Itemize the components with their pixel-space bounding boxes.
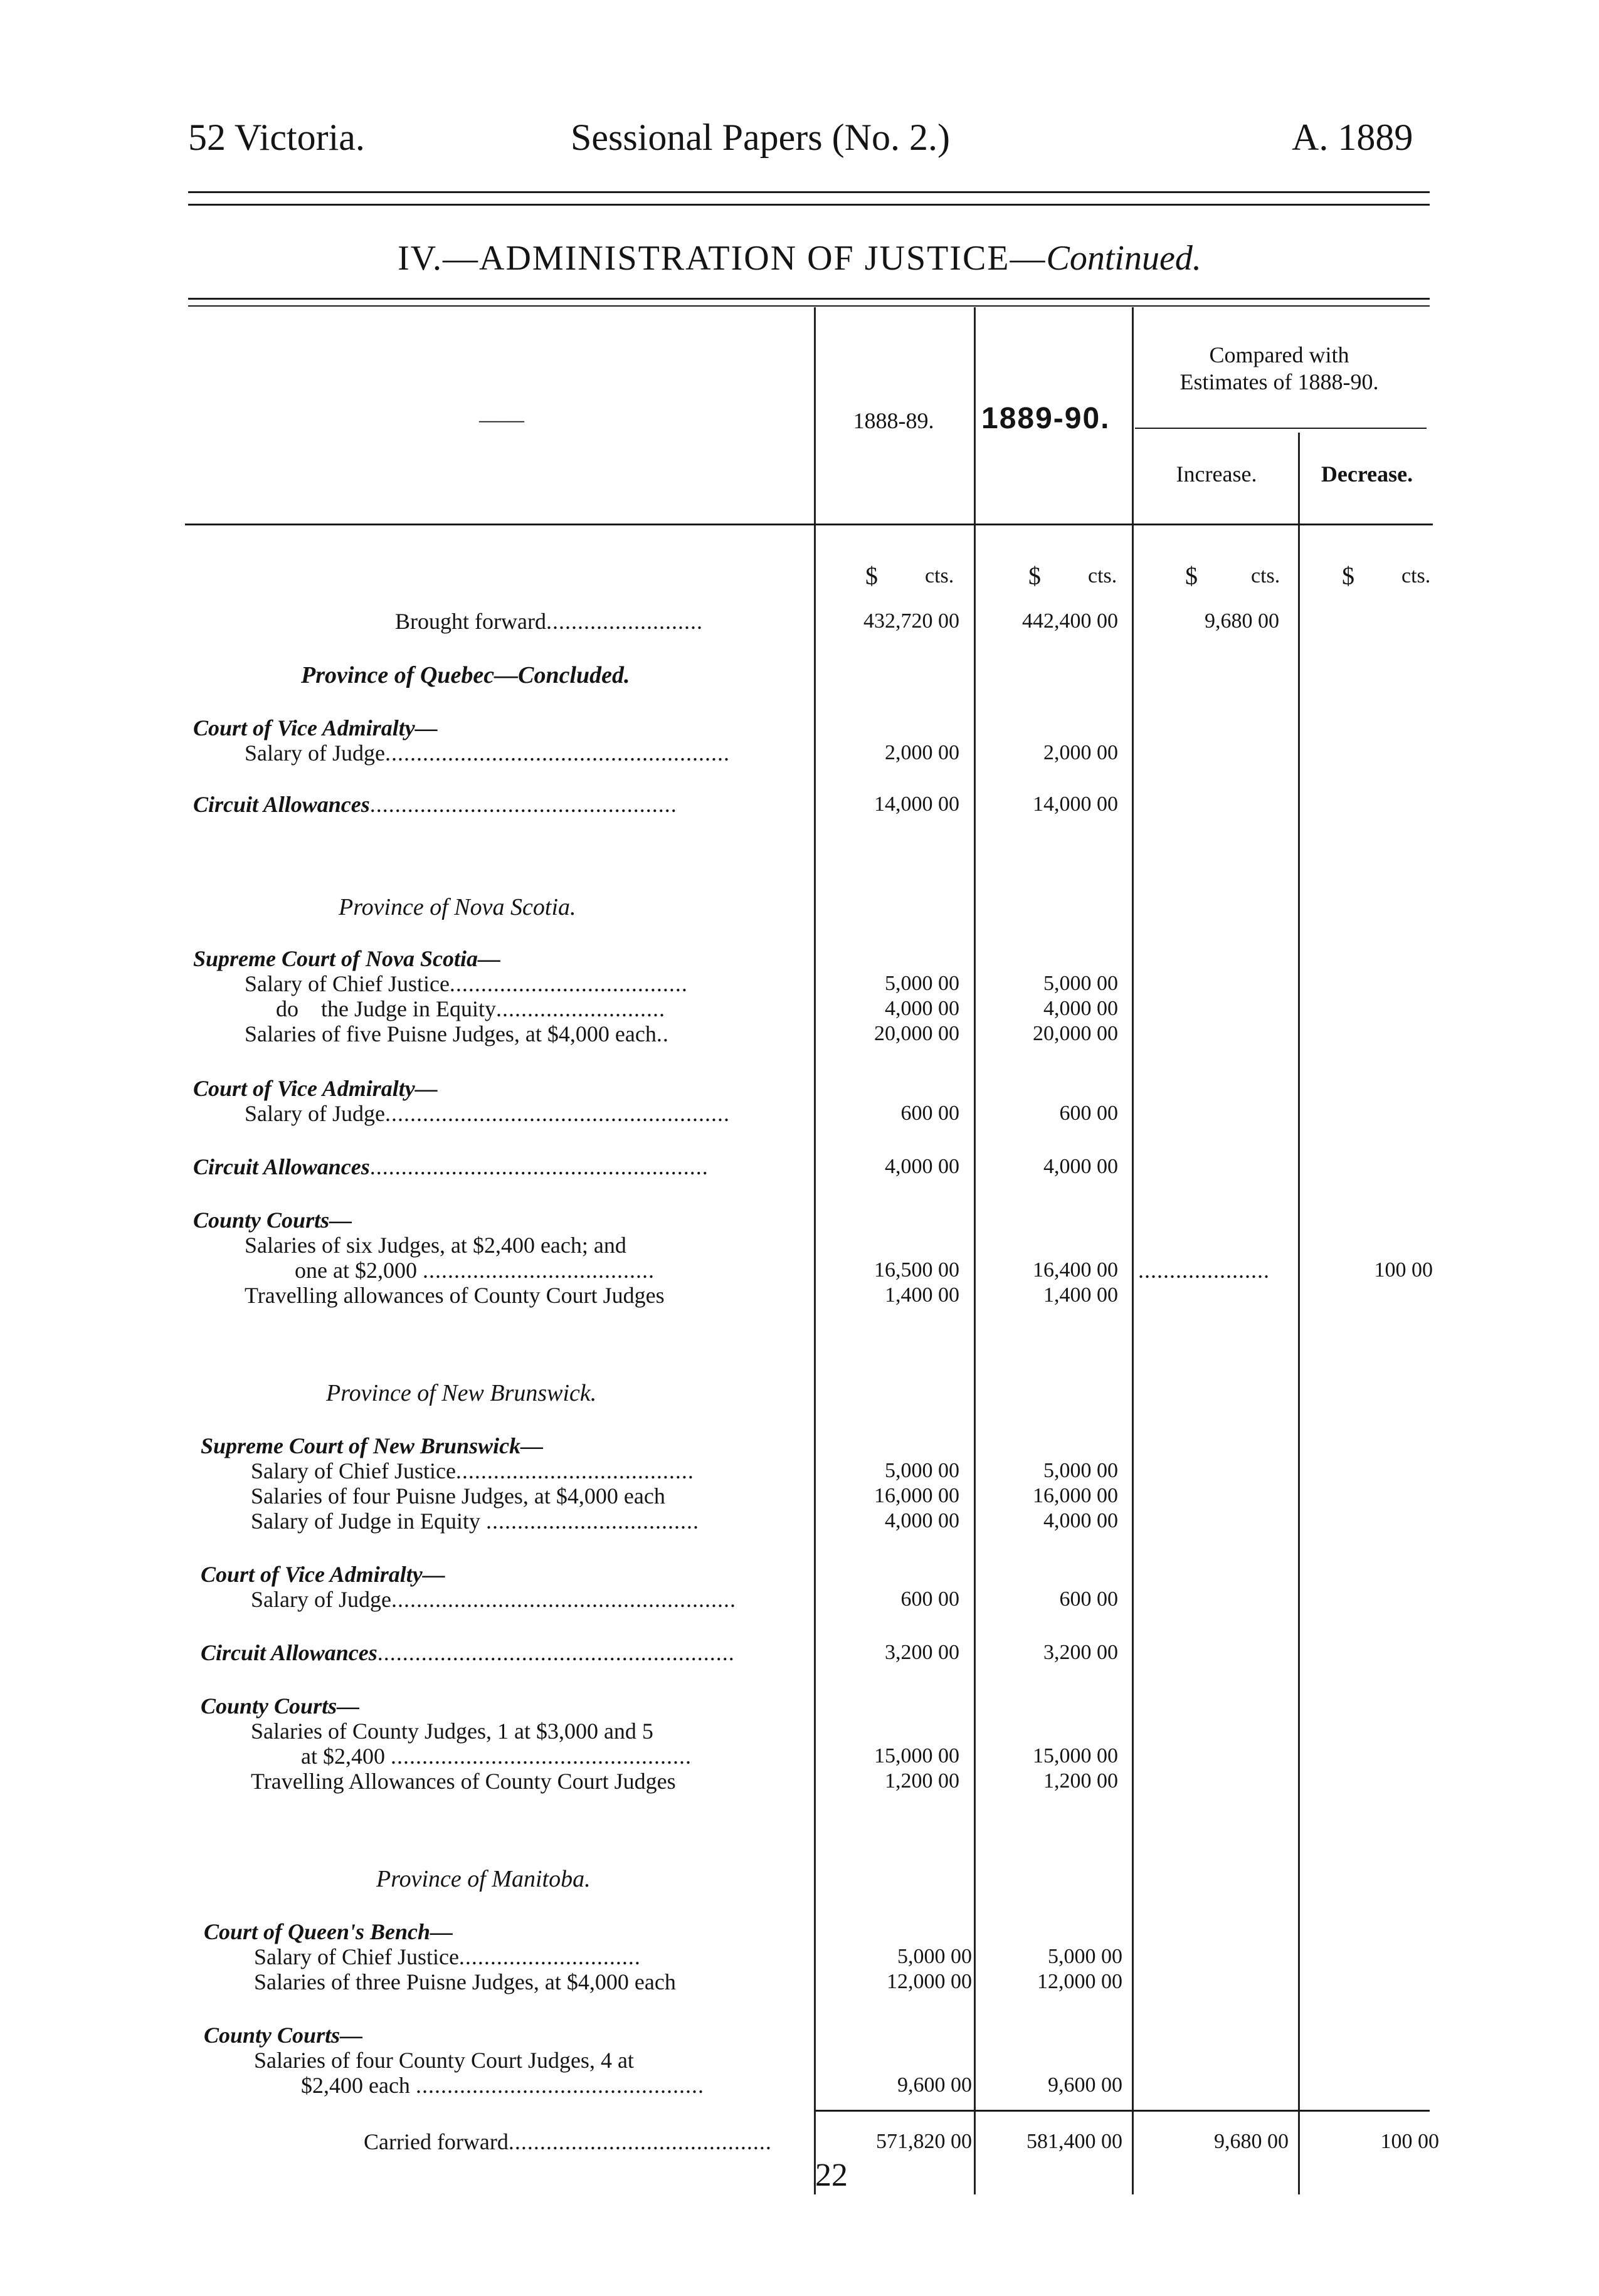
- carried-forward-decrease: 100 00: [1380, 2130, 1439, 2153]
- header-right: A. 1889: [1292, 117, 1413, 158]
- nb-supreme-heading: Supreme Court of New Brunswick—: [201, 1433, 544, 1458]
- col-head-compared-2: Estimates of 1888-90.: [1179, 369, 1379, 394]
- ns-vice-salary-y2: 600 00: [1059, 1102, 1118, 1125]
- ns-puisne-y1: 20,000 00: [874, 1022, 959, 1045]
- mb-county-heading: County Courts—: [204, 2023, 363, 2048]
- nb-travelling-y2: 1,200 00: [1043, 1769, 1118, 1793]
- col-head-compared-1: Compared with: [1209, 342, 1349, 367]
- mb-chief-y2: 5,000 00: [1048, 1945, 1122, 1968]
- carried-forward-label: Carried forward..........................................: [364, 2129, 772, 2154]
- ns-equity-label: do the Judge in Equity...........................: [276, 996, 665, 1021]
- ns-puisne-label: Salaries of five Puisne Judges, at $4,000 each..: [245, 1021, 669, 1046]
- brought-forward-y2: 442,400 00: [1022, 609, 1118, 633]
- mb-county-salaries-y1: 9,600 00: [897, 2073, 972, 2097]
- nb-county-salaries-label-a: Salaries of County Judges, 1 at $3,000 and 5: [251, 1719, 653, 1744]
- quebec-vice-salary-label: Salary of Judge.......................................................: [245, 740, 730, 766]
- nb-county-salaries-y1: 15,000 00: [874, 1744, 959, 1767]
- totals-rule: [815, 2110, 1430, 2112]
- nb-chief-y1: 5,000 00: [885, 1459, 959, 1482]
- title-rule-top: [188, 298, 1430, 300]
- page-number: 22: [815, 2157, 848, 2193]
- ns-vice-salary-y1: 600 00: [900, 1102, 959, 1125]
- compared-rule: [1135, 428, 1427, 429]
- unit-cts-4: cts.: [1401, 564, 1431, 587]
- col-head-increase: Increase.: [1176, 461, 1257, 487]
- ns-vice-admiralty-heading: Court of Vice Admiralty—: [193, 1076, 438, 1101]
- ns-county-dots-increase: .....................: [1138, 1258, 1270, 1283]
- manitoba-heading: Province of Manitoba.: [376, 1866, 591, 1892]
- ns-circuit-y2: 4,000 00: [1043, 1155, 1118, 1178]
- section-title: [0, 238, 1599, 278]
- nb-puisne-label: Salaries of four Puisne Judges, at $4,000 each: [251, 1483, 665, 1509]
- mb-chief-y1: 5,000 00: [897, 1945, 972, 1968]
- header-rule-bottom: [188, 204, 1430, 206]
- ns-county-salaries-label-a: Salaries of six Judges, at $2,400 each; and: [245, 1233, 626, 1258]
- nb-equity-y1: 4,000 00: [885, 1509, 959, 1532]
- header-center: Sessional Papers (No. 2.): [571, 117, 950, 158]
- quebec-circuit-y1: 14,000 00: [874, 793, 959, 816]
- ns-travelling-y2: 1,400 00: [1043, 1283, 1118, 1307]
- ns-county-heading: County Courts—: [193, 1208, 352, 1233]
- mb-county-salaries-y2: 9,600 00: [1048, 2073, 1122, 2097]
- mb-chief-label: Salary of Chief Justice.............................: [254, 1944, 641, 1969]
- ns-travelling-label: Travelling allowances of County Court Judges: [245, 1283, 665, 1308]
- ns-equity-y1: 4,000 00: [885, 997, 959, 1020]
- ns-chief-y1: 5,000 00: [885, 972, 959, 995]
- ns-chief-label: Salary of Chief Justice......................................: [245, 971, 688, 996]
- section-title-continued: Continued.: [1046, 239, 1201, 278]
- nb-vice-salary-y2: 600 00: [1059, 1588, 1118, 1611]
- nb-vice-salary-label: Salary of Judge.......................................................: [251, 1587, 736, 1612]
- nova-scotia-heading: Province of Nova Scotia.: [339, 894, 576, 920]
- nb-circuit-label: Circuit Allowances.........................................................: [201, 1640, 735, 1665]
- carried-forward-y2: 581,400 00: [1026, 2130, 1122, 2153]
- ns-county-salaries-decrease: 100 00: [1374, 1258, 1433, 1282]
- nb-equity-y2: 4,000 00: [1043, 1509, 1118, 1532]
- unit-dollar-4: $: [1342, 562, 1354, 590]
- ns-equity-y2: 4,000 00: [1043, 997, 1118, 1020]
- ns-county-salaries-y1: 16,500 00: [874, 1258, 959, 1282]
- mb-county-salaries-label-b: $2,400 each ..............................................: [301, 2073, 704, 2098]
- ns-vice-salary-label: Salary of Judge.......................................................: [245, 1101, 730, 1126]
- col-divider-2: [974, 307, 976, 2194]
- ns-chief-y2: 5,000 00: [1043, 972, 1118, 995]
- col-divider-1: [814, 307, 816, 2194]
- unit-cts-1: cts.: [925, 564, 954, 587]
- ns-county-salaries-y2: 16,400 00: [1033, 1258, 1118, 1282]
- ns-puisne-y2: 20,000 00: [1033, 1022, 1118, 1045]
- carried-forward-y1: 571,820 00: [876, 2130, 972, 2153]
- header-left: 52 Victoria.: [188, 117, 365, 158]
- nb-circuit-y1: 3,200 00: [885, 1641, 959, 1664]
- quebec-vice-salary-y1: 2,000 00: [885, 741, 959, 764]
- nb-chief-y2: 5,000 00: [1043, 1459, 1118, 1482]
- brought-forward-increase: 9,680 00: [1205, 609, 1279, 633]
- quebec-vice-admiralty-heading: Court of Vice Admiralty—: [193, 715, 438, 740]
- quebec-circuit-y2: 14,000 00: [1033, 793, 1118, 816]
- col-head-blank: ——: [479, 407, 524, 432]
- col-divider-4: [1298, 433, 1300, 2194]
- brought-forward-y1: 432,720 00: [863, 609, 959, 633]
- mb-queens-bench-heading: Court of Queen's Bench—: [204, 1919, 453, 1944]
- unit-dollar-1: $: [865, 562, 878, 590]
- col-divider-3: [1132, 307, 1134, 2194]
- ns-supreme-heading: Supreme Court of Nova Scotia—: [193, 946, 501, 971]
- ns-county-salaries-label-b: one at $2,000 .....................................: [295, 1258, 655, 1283]
- nb-travelling-label: Travelling Allowances of County Court Judges: [251, 1769, 676, 1794]
- quebec-circuit-label: Circuit Allowances.................................................: [193, 792, 677, 817]
- nb-vice-admiralty-heading: Court of Vice Admiralty—: [201, 1562, 445, 1587]
- nb-vice-salary-y1: 600 00: [900, 1588, 959, 1611]
- carried-forward-increase: 9,680 00: [1214, 2130, 1289, 2153]
- mb-puisne-y2: 12,000 00: [1037, 1970, 1122, 1993]
- col-head-year2: 1889-90.: [981, 402, 1111, 435]
- col-head-year1: 1888-89.: [853, 408, 934, 433]
- nb-equity-label: Salary of Judge in Equity ..................................: [251, 1509, 699, 1534]
- quebec-heading: Province of Quebec—Concluded.: [301, 662, 630, 688]
- title-rule-bottom: [188, 305, 1430, 307]
- mb-puisne-label: Salaries of three Puisne Judges, at $4,000 each: [254, 1969, 676, 1994]
- unit-dollar-3: $: [1185, 562, 1198, 590]
- unit-dollar-2: $: [1028, 562, 1041, 590]
- nb-travelling-y1: 1,200 00: [885, 1769, 959, 1793]
- ns-travelling-y1: 1,400 00: [885, 1283, 959, 1307]
- nb-puisne-y2: 16,000 00: [1033, 1484, 1118, 1507]
- unit-cts-3: cts.: [1251, 564, 1280, 587]
- nb-circuit-y2: 3,200 00: [1043, 1641, 1118, 1664]
- nb-chief-label: Salary of Chief Justice......................................: [251, 1458, 694, 1483]
- brought-forward-label: Brought forward.........................: [395, 609, 703, 634]
- new-brunswick-heading: Province of New Brunswick.: [326, 1380, 597, 1406]
- unit-cts-2: cts.: [1088, 564, 1117, 587]
- ns-circuit-y1: 4,000 00: [885, 1155, 959, 1178]
- col-head-decrease: Decrease.: [1321, 461, 1413, 487]
- mb-county-salaries-label-a: Salaries of four County Court Judges, 4 at: [254, 2048, 634, 2073]
- ns-circuit-label: Circuit Allowances......................................................: [193, 1154, 709, 1179]
- mb-puisne-y1: 12,000 00: [887, 1970, 972, 1993]
- nb-county-salaries-label-b: at $2,400 ................................................: [301, 1744, 692, 1769]
- header-rule-top: [188, 191, 1430, 193]
- quebec-vice-salary-y2: 2,000 00: [1043, 741, 1118, 764]
- section-title-main: IV.—ADMINISTRATION OF JUSTICE—: [398, 239, 1047, 278]
- nb-county-heading: County Courts—: [201, 1693, 360, 1719]
- header-bottom-rule: [185, 524, 1433, 525]
- nb-puisne-y1: 16,000 00: [874, 1484, 959, 1507]
- nb-county-salaries-y2: 15,000 00: [1033, 1744, 1118, 1767]
